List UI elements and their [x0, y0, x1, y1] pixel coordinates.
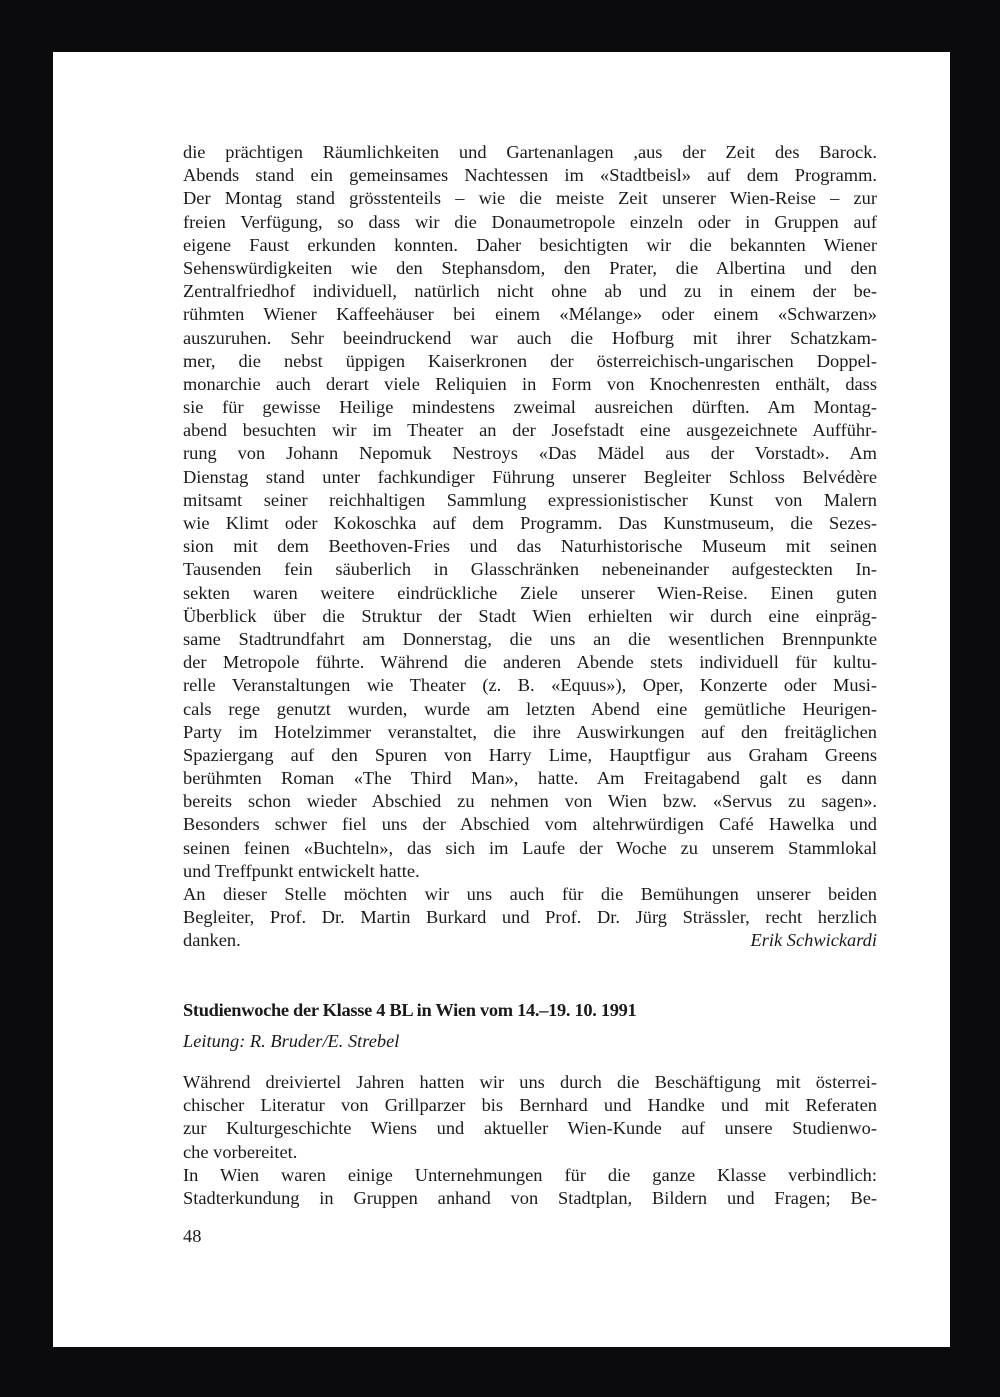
text-line: die prächtigen Räumlichkeiten und Gartenanlagen ,aus der Zeit des Barock. — [183, 142, 877, 162]
text-line: Tausenden fein säuberlich in Glasschränken nebeneinander aufgesteckten In- — [183, 559, 877, 580]
text-line: monarchie auch derart viele Reliquien in Form von Knochenresten enthält, dass — [183, 373, 877, 394]
section-body — [183, 1071, 877, 1210]
text-line: wie Klimt oder Kokoschka auf dem Programm. Das Kunstmuseum, die Sezes- — [183, 513, 877, 533]
closing-text: danken. — [183, 930, 241, 950]
article-closing — [183, 929, 877, 952]
text-line: Party im Hotelzimmer veranstaltet, die ihre Auswirkungen auf den freitäglichen — [183, 721, 877, 742]
text-line: relle Veranstaltungen wie Theater (z. B. «Equus»), Oper, Konzerte oder Musi- — [183, 675, 877, 696]
text-line: auszuruhen. Sehr beeindruckend war auch die Hofburg mit ihrer Schatzkam- — [183, 327, 877, 348]
text-line: mer, die nebst üppigen Kaiserkronen der österreichisch-ungarischen Doppel- — [183, 350, 877, 371]
text-line: sie für gewisse Heilige mindestens zweimal ausreichen dürften. Am Montag- — [183, 397, 877, 418]
article-body — [183, 141, 877, 929]
text-line: Abends stand ein gemeinsames Nachtessen im «Stadtbeisl» auf dem Programm. — [183, 165, 877, 186]
text-line: der Metropole führte. Während die anderen Abende stets individuell für kultu- — [183, 652, 877, 673]
text-line: freien Verfügung, so dass wir die Donaumetropole einzeln oder in Gruppen auf — [183, 211, 877, 232]
text-line: Dienstag stand unter fachkundiger Führung unserer Begleiter Schloss Belvédère — [183, 466, 877, 487]
text-line: Besonders schwer fiel uns der Abschied vom altehrwürdigen Café Hawelka und — [183, 814, 877, 835]
text-line: Sehenswürdigkeiten wie den Stephansdom, den Prater, die Albertina und den — [183, 257, 877, 278]
text-line: rung von Johann Nepomuk Nestroys «Das Mädel aus der Vorstadt». Am — [183, 443, 877, 464]
text-line: Überblick über die Struktur der Stadt Wien erhielten wir durch eine einpräg- — [183, 605, 877, 626]
text-line: Zentralfriedhof individuell, natürlich nicht ohne ab und zu in einem der be- — [183, 281, 877, 302]
text-line: sion mit dem Beethoven-Fries und das Naturhistorische Museum mit seinen — [183, 536, 877, 557]
text-line: abend besuchten wir im Theater an der Josefstadt eine ausgezeichnete Aufführ- — [183, 420, 877, 441]
text-line: Begleiter, Prof. Dr. Martin Burkard und Prof. Dr. Jürg Strässler, recht herzlich — [183, 907, 877, 928]
page-number: 48 — [183, 1226, 202, 1246]
text-line: Der Montag stand grösstenteils – wie die meiste Zeit unserer Wien-Reise – zur — [183, 188, 877, 209]
text-line: mitsamt seiner reichhaltigen Sammlung expressionistischer Kunst von Malern — [183, 489, 877, 510]
text-line: An dieser Stelle möchten wir uns auch für die Bemühungen unserer beiden — [183, 884, 877, 904]
text-line: same Stadtrundfahrt am Donnerstag, die uns an die wesentlichen Brennpunkte — [183, 628, 877, 649]
text-line: zur Kulturgeschichte Wiens und aktueller Wien-Kunde auf unsere Studienwo- — [183, 1118, 877, 1139]
text-line: che vorbereitet. — [183, 1141, 298, 1162]
author-signature: Erik Schwickardi — [750, 930, 877, 950]
text-line: bereits schon wieder Abschied zu nehmen von Wien bzw. «Servus zu sagen». — [183, 791, 877, 812]
text-line: rühmten Wiener Kaffeehäuser bei einem «Mélange» oder einem «Schwarzen» — [183, 304, 877, 325]
text-line: seinen feinen «Buchteln», das sich im Laufe der Woche zu unserem Stammlokal — [183, 837, 877, 858]
text-line: chischer Literatur von Grillparzer bis Bernhard und Handke und mit Referaten — [183, 1095, 877, 1116]
text-line: Spaziergang auf den Spuren von Harry Lime, Hauptfigur aus Graham Greens — [183, 744, 877, 765]
text-line: Während dreiviertel Jahren hatten wir uns durch die Beschäftigung mit österrei- — [183, 1072, 877, 1092]
text-line: cals rege genutzt wurden, wurde am letzten Abend eine gemütliche Heurigen- — [183, 698, 877, 719]
text-line: berühmten Roman «The Third Man», hatte. Am Freitagabend galt es dann — [183, 768, 877, 789]
section-heading: Studienwoche der Klasse 4 BL in Wien vom 14.–19. 10. 1991 — [183, 1000, 637, 1020]
text-line: Stadterkundung in Gruppen anhand von Stadtplan, Bildern und Fragen; Be- — [183, 1187, 877, 1208]
text-line: sekten waren weitere eindrückliche Ziele unserer Wien-Reise. Einen guten — [183, 582, 877, 603]
section-leitung: Leitung: R. Bruder/E. Strebel — [183, 1031, 400, 1051]
text-line: und Treffpunkt entwickelt hatte. — [183, 860, 420, 881]
text-line: eigene Faust erkunden konnten. Daher besichtigten wir die bekannten Wiener — [183, 234, 877, 255]
text-line: In Wien waren einige Unternehmungen für die ganze Klasse verbindlich: — [183, 1164, 877, 1185]
closing-line — [183, 929, 877, 952]
